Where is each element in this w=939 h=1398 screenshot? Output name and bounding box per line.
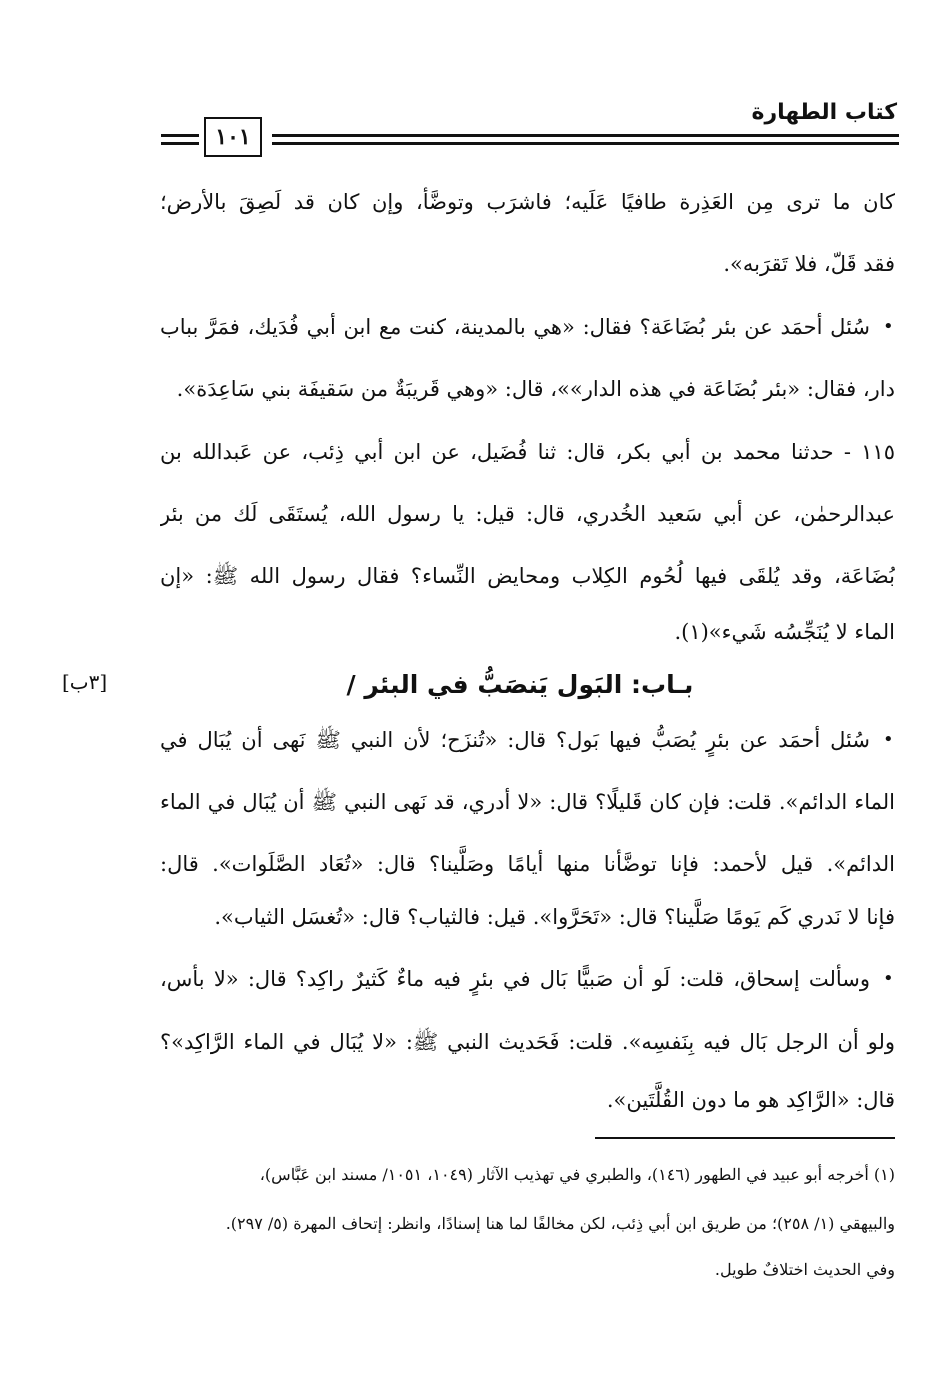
body-line: دار، فقال: «بئر بُضَاعَة في هذه الدار»»، قال: «وهي قَريبَةٌ من سَقيفَة بني سَاعِدَة». [176, 377, 895, 401]
bullet-icon: • [883, 316, 894, 337]
body-line: قال: «الرَّاكِد هو ما دون القُلَّتَين». [606, 1088, 895, 1112]
footnote-line: وفي الحديث اختلافٌ طويل. [714, 1260, 895, 1279]
body-line: سُئل أحمَد عن بئر بُضَاعَة؟ فقال: «هي بالمدينة، كنت مع ابن أبي فُدَيك، فمَرَّ بباب [160, 315, 870, 339]
body-line: وسألت إسحاق، قلت: لَو أن صَبيًّا بَال في بئرٍ فيه ماءٌ كَثيرٌ راكِد؟ قال: «لا بأس، [160, 967, 870, 991]
body-line: فقد قَلّ، فلا تَقرَبه». [723, 252, 895, 276]
bullet-icon: • [883, 729, 894, 750]
running-head-title: كتاب الطهارة [751, 100, 897, 125]
hadith-line: بُضَاعَة، وقد يُلقَى فيها لُحُوم الكِلاب ومحايض النِّساء؟ فقال رسول الله ﷺ: «إن [160, 564, 895, 588]
footnote-line: والبيهقي (١/ ٢٥٨)؛ من طريق ابن أبي ذِئب، لكن مخالفًا لما هنا إسنادًا، وانظر: إتحاف المهرة (٥/ ٢٩٧). [225, 1214, 895, 1233]
hadith-line: الماء لا يُنَجِّسُه شَيء»(١). [674, 620, 895, 644]
body-line: الدائم». قيل لأحمد: فإنا توضَّأنا منها أيامًا وصَلَّينا؟ قال: «تُعَاد الصَّلَوات». قال: [160, 852, 895, 876]
body-line: كان ما ترى مِن العَذِرة طافيًا عَلَيه؛ فاشرَب وتوضَّأ، وإن كان قد لَصِقَ بالأرض؛ [160, 190, 895, 214]
manuscript-folio-ref: [٣ب] [62, 670, 108, 694]
hadith-line: عبدالرحمٰن، عن أبي سَعيد الخُدري، قال: قيل: يا رسول الله، يُستَقَى لَك من بئر [160, 502, 895, 526]
hadith-line: ١١٥ - حدثنا محمد بن أبي بكر، قال: ثنا فُضَيل، عن ابن أبي ذِئب، عن عَبدالله بن [160, 440, 895, 464]
footnote-line: (١) أخرجه أبو عبيد في الطهور (١٤٦)، والطبري في تهذيب الآثار (١٠٤٩، ١٠٥١/ مسند ابن عَبَّاس)، [259, 1165, 895, 1184]
body-line: الماء الدائم». قلت: فإن كان قَليلًا؟ قال: «لا أدري، قد نَهى النبي ﷺ أن يُبَال في الماء [160, 790, 895, 814]
header-rule-short [161, 134, 199, 137]
body-line: سُئل أحمَد عن بئرٍ يُصَبُّ فيها بَول؟ قال: «تُنزَح؛ لأن النبي ﷺ نَهى أن يُبَال في [160, 728, 870, 752]
chapter-heading: بـاب: البَول يَنصَبُّ في البئر / [346, 670, 694, 699]
body-line: ولو أن الرجل بَال فيه بِنَفسِه». قلت: فَحَديث النبي ﷺ: «لا يُبَال في الماء الرَّاكِد»؟ [160, 1030, 895, 1054]
header-rule-short [161, 142, 199, 145]
footnote-separator [595, 1137, 895, 1139]
page-number-box: ١٠١ [204, 117, 262, 157]
body-line: فإنا لا نَدري كَم يَومًا صَلَّينا؟ قال: «تَحَرَّوا». قيل: فالثياب؟ قال: «تُغسَل الثياب». [214, 905, 895, 929]
header-rule [272, 142, 899, 145]
bullet-icon: • [883, 968, 894, 989]
header-rule [272, 134, 899, 137]
